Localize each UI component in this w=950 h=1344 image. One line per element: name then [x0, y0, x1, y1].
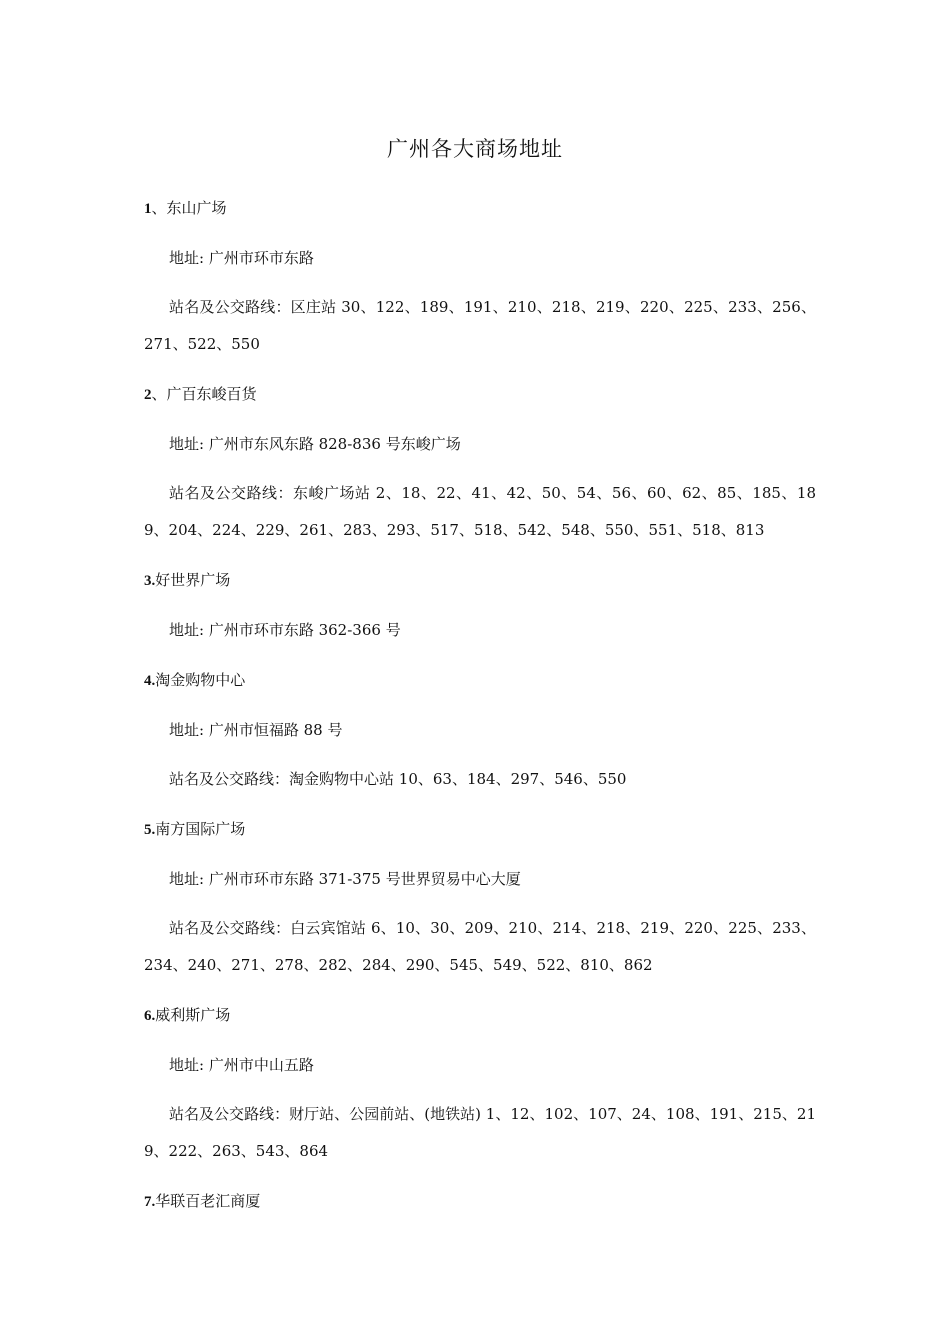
entry-6: [144, 1002, 816, 1170]
entry-name: 华联百老汇商厦: [155, 1192, 261, 1210]
entry-number: 5.: [144, 822, 156, 838]
entry-address: 地址: 广州市环市东路 371-375 号世界贸易中心大厦: [169, 870, 521, 888]
entry-name: 广百东峻百货: [166, 385, 257, 403]
entry-number: 7.: [144, 1194, 156, 1210]
entry-number: 1: [144, 201, 152, 217]
entry-3: [144, 567, 816, 643]
entry-title: [144, 1002, 816, 1028]
entry-number: 6.: [144, 1008, 156, 1024]
entry-4: [144, 667, 816, 798]
entry-separator: 、: [151, 199, 167, 217]
entry-title: [144, 816, 816, 842]
entry-address: 地址: 广州市环市东路: [169, 249, 314, 267]
entry-address: 地址: 广州市东风东路 828-836 号东峻广场: [169, 435, 461, 453]
entry-title: [144, 667, 816, 693]
entry-separator: 、: [151, 385, 167, 403]
entry-name: 好世界广场: [155, 571, 231, 589]
entry-name: 淘金购物中心: [155, 671, 246, 689]
entry-title: [144, 195, 816, 221]
entry-number: 4.: [144, 673, 156, 689]
entry-address: 地址: 广州市环市东路 362-366 号: [169, 621, 401, 639]
entry-number: 3.: [144, 573, 156, 589]
entry-bus-routes: 站名及公交路线：东峻广场站 2、18、22、41、42、50、54、56、60、62、85、185、189、204、224、229、261、283、293、517、518、542、548、550、551、518、813: [144, 484, 816, 539]
entry-2: [144, 381, 816, 549]
entry-address: 地址: 广州市中山五路: [169, 1056, 314, 1074]
entry-bus-routes: 站名及公交路线：财厅站、公园前站、(地铁站) 1、12、102、107、24、108、191、215、219、222、263、543、864: [144, 1105, 816, 1160]
entry-bus-routes: 站名及公交路线：白云宾馆站 6、10、30、209、210、214、218、219、220、225、233、234、240、271、278、282、284、290、545、549、522、810、862: [144, 919, 816, 974]
entry-1: [144, 195, 816, 363]
entry-name: 东山广场: [166, 199, 227, 217]
page-title: 广州各大商场地址: [387, 137, 563, 161]
entry-5: [144, 816, 816, 984]
entry-name: 威利斯广场: [155, 1006, 231, 1024]
entry-title: [144, 381, 816, 407]
entry-address: 地址: 广州市恒福路 88 号: [169, 721, 343, 739]
entry-number: 2: [144, 387, 152, 403]
entry-title: [144, 1188, 816, 1214]
entry-7: [144, 1188, 816, 1214]
entry-bus-routes: 站名及公交路线：区庄站 30、122、189、191、210、218、219、220、225、233、256、271、522、550: [144, 298, 816, 353]
entry-name: 南方国际广场: [155, 820, 246, 838]
document-body: [144, 195, 816, 1238]
entry-title: [144, 567, 816, 593]
entry-bus-routes: 站名及公交路线：淘金购物中心站 10、63、184、297、546、550: [169, 770, 627, 788]
